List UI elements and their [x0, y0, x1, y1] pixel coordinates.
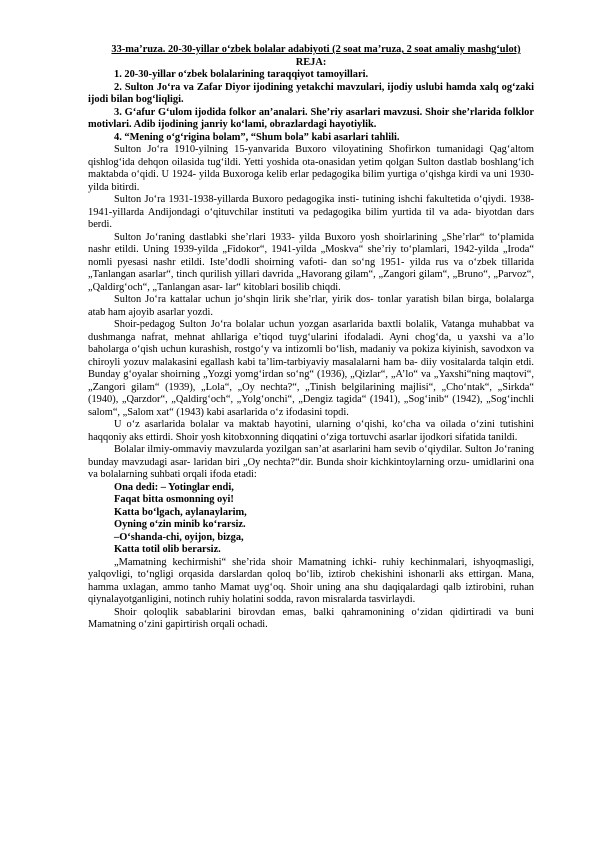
plan-item: 1. 20-30-yillar o‘zbek bolalarining taraqqiyot tamoyillari.	[114, 69, 369, 80]
paragraph-education: Sulton Jo‘ra 1931-1938-yillarda Buxoro pedagogika insti- tutining ishchi fakultetida o‘qiydi. 1938-1941-yillarda Andijondagi o‘qituvchilar instituti va pedagogika bilim yurtida til va ada- biyotdan dars berdi.	[88, 194, 534, 230]
plan-item: 4. “Mening o‘g‘rigina bolam”, “Shum bola” kabi asarlari tahlili.	[114, 131, 400, 143]
paragraph-scientific-themes: Bolalar ilmiy-ommaviy mavzularda yozilgan san’at asarlarini ham sevib o‘qiydilar. Sulton Jo‘raning bunday mavzudagi asar- laridan biri „Oy nechta?“dir. Bunda shoir kichkintoylarning orzu- umidlarini ona va bolalarning suhbati orqali ifoda etadi:	[88, 444, 534, 480]
poem-line: Faqat bitta osmonning oyi!	[114, 494, 234, 505]
poem-line: –O‘shanda-chi, oyijon, bizga,	[114, 531, 244, 543]
paragraph-works: Sulton Jo‘ra kattalar uchun jo‘shqin lirik she’rlar, yirik dos- tonlar yaratish bilan birga, bolalarga atab ham ajoyib asarlar yozdi.	[88, 294, 534, 318]
paragraph-publications: Sulton Jo‘raning dastlabki she’rlari 1933- yilda Buxoro yosh shoirlarining „She’rlar“ to‘plamida nashr etildi. Uning 1939-yilda „Fidokor“, 1941-yilda „Moskva“ she’riy to‘plamlari, 1942-yilda „Iroda“ nomli pyesasi nashr etildi. Iste’dodli shoirning vafoti- dan so‘ng 1951- yilda rus va o‘zbek tillarida „Tanlangan asarlar“, tinch qurilish yillari davrida „Havorang gilam“, „Zangori gilam“, „Bruno“, „Parvoz“, „Qaldirg‘och“, „Tanlangan asar- lar“ kitoblari bosilib chiqdi.	[88, 231, 534, 293]
paragraph-school-life: U o‘z asarlarida bolalar va maktab hayotini, ularning o‘qishi, ko‘cha va oilada o‘zini tutishini haqqoniy aks ettirdi. Shoir yosh kitobxonning diqqatini o‘ziga tortuvchi asarlar ijodkori sifatida tanildi.	[88, 419, 534, 443]
paragraph-mamat: „Mamatning kechirmishi“ she’rida shoir Mamatning ichki- ruhiy kechinmalari, ishyoqmasligi, yalqovligi, to‘ngligi orqasida darslardan qoloq bo‘lib, iztirob chekishini ishonarli aks ettirgan. Mana, hamma uxlagan, ammo tanho Mamat uyg‘oq. Shoir uning ana shu daqiqalardagi qalb iztirobini, ruhan qiynalayotganligini, notinch ruhiy holatini sodda, ravon misralarda tasvirlaydi.	[88, 556, 534, 605]
poem-line: Oyning o‘zin minib ko‘rarsiz.	[114, 519, 246, 530]
plan-item: 2. Sulton Jo‘ra va Zafar Diyor ijodining yetakchi mavzulari, ijodiy uslubi hamda xalq og‘zaki ijodi bilan bog‘liqligi.	[88, 81, 534, 105]
paragraph-themes: Shoir-pedagog Sulton Jo‘ra bolalar uchun yozgan asarlarida baxtli bolalik, Vatanga muhabbat va dushmanga nafrat, mehnat ahllariga e’tiqod tuyg‘ularini ifodaladi. Ayni chog‘da, u yaxshi va a’lo baholarga o‘qish uchun kurashish, rostgo‘y va intizomli bo‘lish, madaniy va pokiza kiyinish, savodxon va chiroyli yozuv malakasini egallash kabi ta’lim-tarbiyaviy masalalarni ham ba- diiy vositalarda talqin etdi. Bunday g‘oyalar shoirning „Yozgi yomg‘irdan so‘ng“ (1936), „Qizlar“, „A’lo“ va „Yaxshi“ning maqtovi“, „Zangori gilam“ (1939), „Lola“, „Oy nechta?“, „Tinish belgilarining majlisi“, „Cho‘ntak“, „Sirkda“ (1940), „Qarzdor“, „Qaldirg‘och“, „Yolg‘onchi“, „Dengiz tagida“ (1941), „Sog‘inib“ (1942), „Sog‘inchli salom“, „Salom xat“ (1943) kabi asarlarida o‘z ifodasini topdi.	[88, 319, 534, 418]
poem-excerpt	[88, 482, 534, 557]
plan-heading: REJA:	[295, 56, 327, 68]
paragraph-biography: Sulton Jo‘ra 1910-yilning 15-yanvarida Buxoro viloyatining Shofirkon tumanidagi Qag‘altom qishlog‘ida dehqon oilasida tug‘ildi. Yetti yoshida ota-onasidan yetim qolgan Sulton dastlab boshlang‘ich maktabda o‘qidi. U 1924- yilda Buxoroga kelib erlar pedagogika bilim yurtiga o‘qishga kirdi va uni 1930-yilda bitirdi.	[88, 144, 534, 193]
paragraph-conclusion: Shoir qoloqlik sabablarini birovdan emas, balki qahramonining o‘zidan qidirtiradi va buni Mamatning o‘zini gapirtirish orqali ochadi.	[88, 606, 534, 630]
plan-item: 3. G‘afur G‘ulom ijodida folkor an’analari. She’riy asarlari mavzusi. Shoir she’rlarida folklor motivlari. Adib ijodining janriy ko‘lami, obrazlardagi hayotiylik.	[88, 106, 534, 130]
lecture-title: 33-ma’ruza. 20-30-yillar o‘zbek bolalar adabiyoti (2 soat ma’ruza, 2 soat amaliy mashg‘ulot)	[111, 44, 521, 55]
poem-line: Katta bo‘lgach, aylanaylarim,	[114, 506, 247, 518]
poem-line: Ona dedi: – Yotinglar endi,	[114, 481, 234, 493]
poem-line: Katta totil olib berarsiz.	[114, 544, 221, 555]
plan-list	[88, 69, 534, 144]
